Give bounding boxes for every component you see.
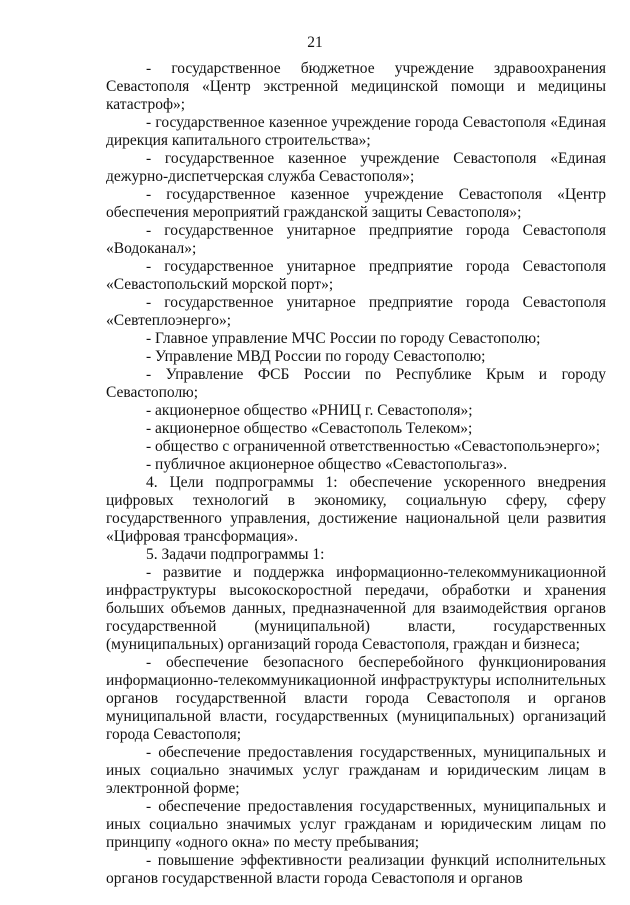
- paragraph: - акционерное общество «РНИЦ г. Севастополя»;: [146, 401, 473, 419]
- paragraph: - государственное казенное учреждение города Севастополя «Единая дирекция капитального строительства»;: [106, 113, 606, 149]
- paragraph: - обеспечение безопасного бесперебойного функционирования информационно-телекоммуникационной инфраструктуры исполнительных органов государственной власти города Севастополя и органов муниципальной власти, государственных (муниципальных) организаций города Севастополя;: [106, 653, 606, 743]
- paragraph: - государственное унитарное предприятие города Севастополя «Водоканал»;: [106, 221, 606, 257]
- paragraph: - общество с ограниченной ответственностью «Севастопольэнерго»;: [146, 437, 601, 455]
- paragraph: - обеспечение предоставления государственных, муниципальных и иных социально значимых услуг гражданам и юридическим лицам в электронной форме;: [106, 743, 606, 797]
- paragraph: - публичное акционерное общество «Севастопольгаз».: [146, 455, 508, 473]
- paragraph-tasks-heading: 5. Задачи подпрограммы 1:: [146, 545, 325, 563]
- paragraph: - государственное бюджетное учреждение здравоохранения Севастополя «Центр экстренной медицинской помощи и медицины катастроф»;: [106, 59, 606, 113]
- paragraph: - Управление МВД России по городу Севастополю;: [146, 347, 486, 365]
- paragraph: - обеспечение предоставления государственных, муниципальных и иных социально значимых услуг гражданам и юридическим лицам по принципу «одного окна» по месту пребывания;: [106, 797, 606, 851]
- paragraph: - государственное казенное учреждение Севастополя «Единая дежурно-диспетчерская служба Севастополя»;: [106, 149, 606, 185]
- paragraph: - государственное унитарное предприятие города Севастополя «Севтеплоэнерго»;: [106, 293, 606, 329]
- page-number: 21: [307, 34, 323, 51]
- document-body: [106, 60, 606, 888]
- paragraph: - развитие и поддержка информационно-телекоммуникационной инфраструктуры высокоскоростной передачи, обработки и хранения больших объемов данных, предназначенной для взаимодействия органов государственной (муниципальной) власти, государственных (муниципальных) организаций города Севастополя, граждан и бизнеса;: [106, 563, 606, 653]
- paragraph: - акционерное общество «Севастополь Телеком»;: [146, 419, 473, 437]
- paragraph: - Управление ФСБ России по Республике Крым и городу Севастополю;: [106, 365, 606, 401]
- paragraph: - Главное управление МЧС России по городу Севастополю;: [146, 329, 541, 347]
- paragraph: - государственное казенное учреждение Севастополя «Центр обеспечения мероприятий гражданской защиты Севастополя»;: [106, 185, 606, 221]
- paragraph: - государственное унитарное предприятие города Севастополя «Севастопольский морской порт»;: [106, 257, 606, 293]
- paragraph-goals: 4. Цели подпрограммы 1: обеспечение ускоренного внедрения цифровых технологий в экономику, социальную сферу, сферу государственного управления, достижение национальной цели развития «Цифровая трансформация».: [106, 473, 606, 545]
- paragraph: - повышение эффективности реализации функций исполнительных органов государственной власти города Севастополя и органов: [106, 851, 606, 887]
